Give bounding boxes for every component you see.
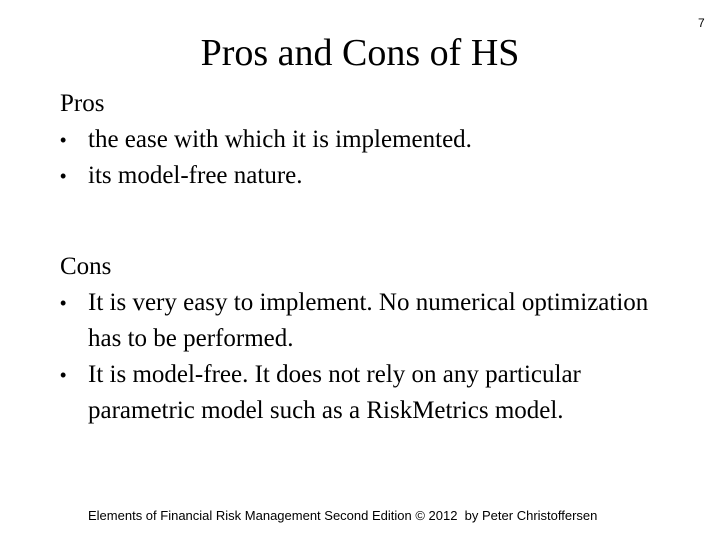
- pros-item: [60, 122, 680, 158]
- cons-item: [60, 357, 680, 429]
- cons-section: [60, 249, 680, 429]
- cons-item-text: It is model-free. It does not rely on any particular parametric model such as a RiskMetrics model.: [88, 361, 581, 424]
- bullet-icon: •: [60, 130, 67, 150]
- bullet-icon: •: [60, 166, 67, 186]
- pros-item: [60, 158, 680, 194]
- cons-heading: Cons: [60, 253, 112, 280]
- pros-item-text: the ease with which it is implemented.: [88, 126, 472, 153]
- bullet-icon: •: [60, 293, 67, 313]
- cons-item-text: It is very easy to implement. No numerical optimization has to be performed.: [88, 289, 649, 352]
- pros-section: [60, 86, 680, 194]
- footer-citation: Elements of Financial Risk Management Second Edition © 2012 by Peter Christoffersen: [88, 508, 598, 523]
- pros-heading: Pros: [60, 90, 105, 117]
- page-number: 7: [698, 16, 705, 30]
- slide-title: Pros and Cons of HS: [200, 32, 520, 74]
- bullet-icon: •: [60, 365, 67, 385]
- cons-item: [60, 285, 680, 357]
- pros-item-text: its model-free nature.: [88, 162, 303, 189]
